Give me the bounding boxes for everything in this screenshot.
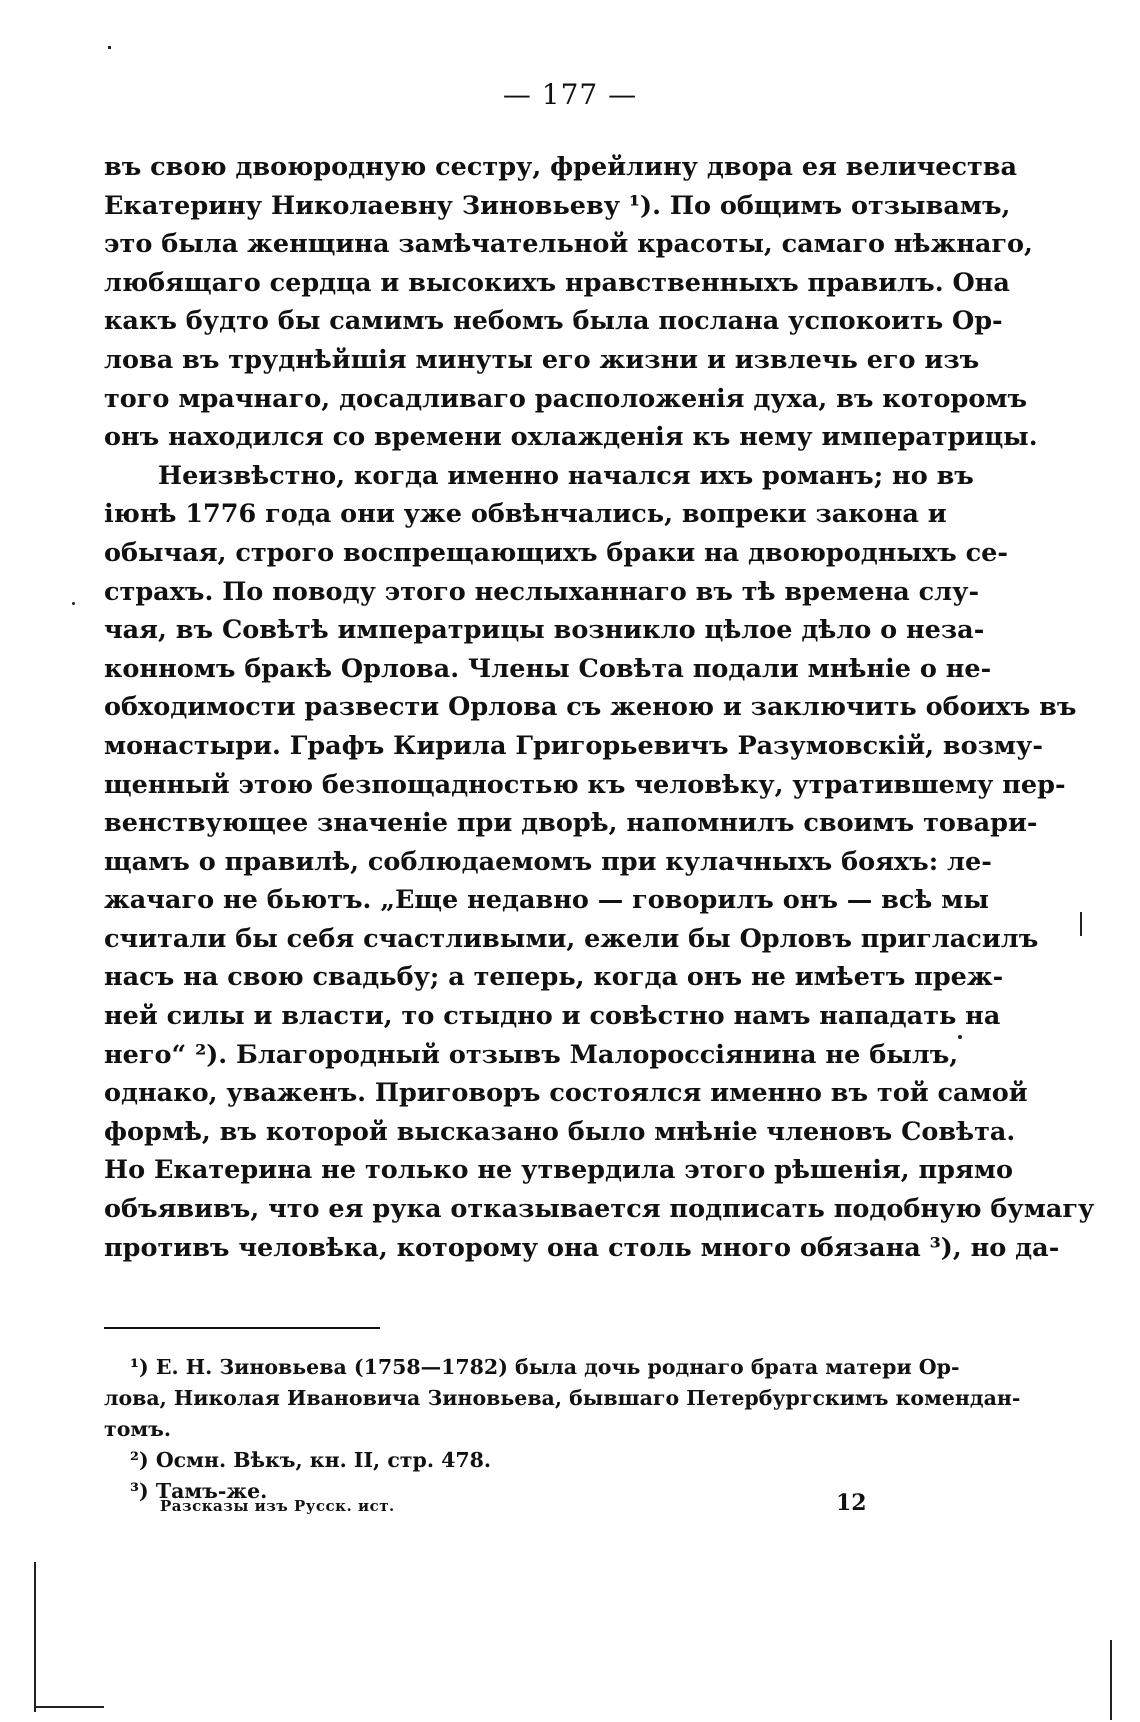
printer-signature: Разсказы изъ Русск. ист. — [160, 1497, 395, 1515]
text-line: формѣ, въ которой высказано было мнѣніе членовъ Совѣта. — [104, 1116, 1016, 1147]
text-line: это была женщина замѣчательной красоты, самаго нѣжнаго, — [104, 229, 1033, 260]
text-line: конномъ бракѣ Орлова. Члены Совѣта подали мнѣніе о не- — [104, 653, 992, 684]
text-line: монастыри. Графъ Кирила Григорьевичъ Разумовскій, возму- — [104, 730, 1043, 761]
scan-speck — [72, 602, 75, 605]
footnote-separator — [104, 1327, 380, 1329]
scan-speck — [108, 46, 111, 49]
sheet-number: 12 — [836, 1490, 867, 1516]
text-line: насъ на свою свадьбу; а теперь, когда онъ не имѣетъ преж- — [104, 962, 1004, 993]
text-line: лова въ труднѣйшія минуты его жизни и извлечь его изъ — [104, 344, 980, 375]
text-line: онъ находился со времени охлажденія къ нему императрицы. — [104, 422, 1038, 453]
text-line: чая, въ Совѣтѣ императрицы возникло цѣлое дѣло о неза- — [104, 615, 985, 646]
text-line: ней силы и власти, то стыдно и совѣстно намъ нападать на — [104, 1001, 1001, 1032]
footnote-line: ³) Тамъ-же. — [130, 1479, 268, 1503]
scan-edge-mark — [34, 1562, 36, 1712]
text-line: него“ ²). Благородный отзывъ Малороссіянина не былъ, — [104, 1039, 959, 1070]
scan-edge-mark — [34, 1706, 104, 1708]
text-line: Екатерину Николаевну Зиновьеву ¹). По общимъ отзывамъ, — [104, 190, 1011, 221]
text-line: іюнѣ 1776 года они уже обвѣнчались, вопреки закона и — [104, 499, 947, 530]
text-line: считали бы себя счастливыми, ежели бы Орловъ пригласилъ — [104, 923, 1039, 954]
text-line: венствующее значеніе при дворѣ, напомнилъ своимъ товари- — [104, 808, 1038, 839]
scan-edge-mark — [1110, 1640, 1112, 1720]
scan-speck — [1080, 912, 1082, 936]
text-line: Неизвѣстно, когда именно начался ихъ романъ; но въ — [158, 460, 974, 491]
text-line: противъ человѣка, которому она столь много обязана ³), но да- — [104, 1232, 1060, 1263]
scan-speck — [958, 1035, 962, 1039]
footnote-line: ¹) Е. Н. Зиновьева (1758—1782) была дочь роднаго брата матери Ор- — [130, 1355, 960, 1379]
text-line: того мрачнаго, досадливаго расположенія духа, въ которомъ — [104, 383, 1028, 414]
text-line: страхъ. По поводу этого неслыханнаго въ тѣ времена слу- — [104, 576, 980, 607]
text-line: щамъ о правилѣ, соблюдаемомъ при кулачныхъ бояхъ: ле- — [104, 846, 992, 877]
text-line: Но Екатерина не только не утвердила этого рѣшенія, прямо — [104, 1155, 1013, 1186]
text-line: жачаго не бьютъ. „Еще недавно — говорилъ онъ — всѣ мы — [104, 885, 989, 916]
footnotes — [104, 1352, 1021, 1507]
text-line: обходимости развести Орлова съ женою и заключить обоихъ въ — [104, 692, 1077, 723]
footnote-line: лова, Николая Ивановича Зиновьева, бывшаго Петербургскимъ комендан- — [104, 1386, 1021, 1410]
body-text — [104, 148, 1095, 1267]
text-line: объявивъ, что ея рука отказывается подписать подобную бумагу — [104, 1194, 1095, 1225]
text-line: однако, уваженъ. Приговоръ состоялся именно въ той самой — [104, 1078, 1028, 1109]
text-line: щенный этою безпощадностью къ человѣку, утратившему пер- — [104, 769, 1066, 800]
page-number: — 177 — — [502, 78, 638, 111]
footnote-line: ²) Осмн. Вѣкъ, кн. II, стр. 478. — [130, 1448, 492, 1472]
text-line: обычая, строго воспрещающихъ браки на двоюродныхъ се- — [104, 537, 1008, 568]
text-line: любящаго сердца и высокихъ нравственныхъ правилъ. Она — [104, 267, 1010, 298]
text-line: въ свою двоюродную сестру, фрейлину двора ея величества — [104, 152, 1018, 182]
footnote-line: томъ. — [104, 1417, 172, 1441]
text-line: какъ будто бы самимъ небомъ была послана успокоить Ор- — [104, 306, 1003, 337]
